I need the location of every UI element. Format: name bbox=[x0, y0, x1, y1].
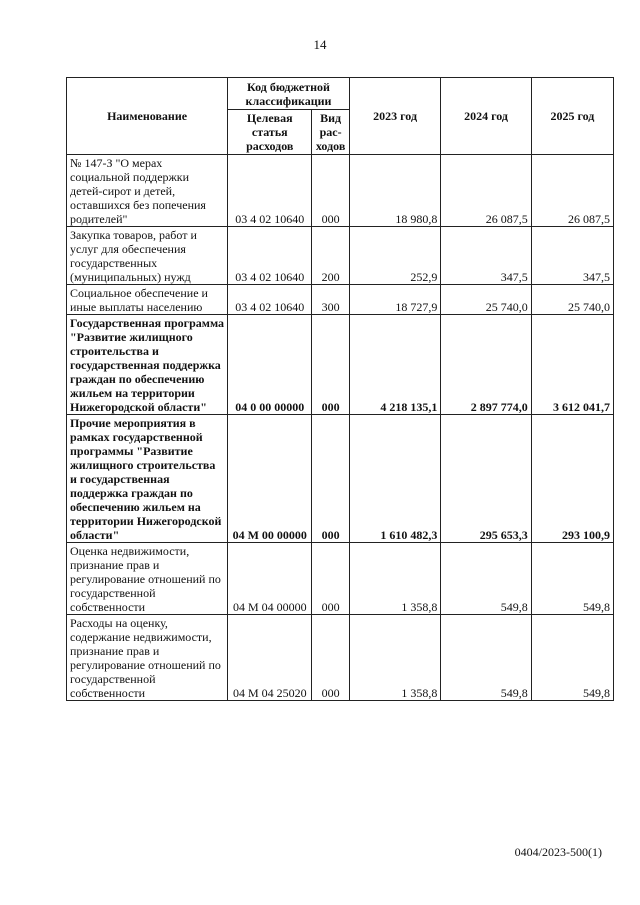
row-value-2024: 549,8 bbox=[441, 543, 531, 615]
header-year-2024: 2024 год bbox=[441, 78, 531, 155]
header-year-2023: 2023 год bbox=[349, 78, 441, 155]
header-target-item: Целевая статья расходов bbox=[228, 110, 312, 155]
table-body bbox=[67, 155, 614, 701]
row-target-item: 04 М 04 00000 bbox=[228, 543, 312, 615]
row-value-2023: 252,9 bbox=[349, 227, 441, 285]
table-row bbox=[67, 227, 614, 285]
page-number: 14 bbox=[313, 37, 327, 52]
budget-table bbox=[66, 77, 614, 701]
row-name: № 147-З "О мерах социальной поддержки детей-сирот и детей, оставшихся без попечения родителей" bbox=[67, 155, 228, 227]
row-name: Расходы на оценку, содержание недвижимости, признание прав и регулирование отношений по государственной собственности bbox=[67, 615, 228, 701]
row-expense-kind: 000 bbox=[312, 615, 349, 701]
row-target-item: 04 М 00 00000 bbox=[228, 415, 312, 543]
table-row bbox=[67, 615, 614, 701]
row-expense-kind: 300 bbox=[312, 285, 349, 315]
row-value-2023: 1 358,8 bbox=[349, 543, 441, 615]
row-value-2025: 549,8 bbox=[531, 615, 613, 701]
row-value-2025: 26 087,5 bbox=[531, 155, 613, 227]
row-target-item: 04 М 04 25020 bbox=[228, 615, 312, 701]
header-expense-kind: Вид рас-ходов bbox=[312, 110, 349, 155]
row-value-2023: 1 610 482,3 bbox=[349, 415, 441, 543]
document-code: 0404/2023-500(1) bbox=[514, 845, 602, 859]
table-header bbox=[67, 78, 614, 155]
row-name: Социальное обеспечение и иные выплаты населению bbox=[67, 285, 228, 315]
row-value-2024: 26 087,5 bbox=[441, 155, 531, 227]
row-value-2025: 3 612 041,7 bbox=[531, 315, 613, 415]
row-expense-kind: 000 bbox=[312, 155, 349, 227]
row-target-item: 03 4 02 10640 bbox=[228, 285, 312, 315]
header-budget-code: Код бюджетной классификации bbox=[228, 78, 350, 110]
row-value-2023: 18 980,8 bbox=[349, 155, 441, 227]
row-expense-kind: 000 bbox=[312, 315, 349, 415]
row-value-2024: 347,5 bbox=[441, 227, 531, 285]
row-target-item: 03 4 02 10640 bbox=[228, 155, 312, 227]
table-row bbox=[67, 543, 614, 615]
row-value-2023: 1 358,8 bbox=[349, 615, 441, 701]
row-name: Оценка недвижимости, признание прав и регулирование отношений по государственной собственности bbox=[67, 543, 228, 615]
row-value-2024: 25 740,0 bbox=[441, 285, 531, 315]
row-value-2024: 295 653,3 bbox=[441, 415, 531, 543]
header-year-2025: 2025 год bbox=[531, 78, 613, 155]
row-value-2024: 549,8 bbox=[441, 615, 531, 701]
row-value-2023: 4 218 135,1 bbox=[349, 315, 441, 415]
table-row bbox=[67, 285, 614, 315]
header-name: Наименование bbox=[67, 78, 228, 155]
table-row bbox=[67, 155, 614, 227]
table-row bbox=[67, 315, 614, 415]
row-value-2025: 25 740,0 bbox=[531, 285, 613, 315]
row-expense-kind: 200 bbox=[312, 227, 349, 285]
row-name: Государственная программа "Развитие жилищного строительства и государственная поддержка граждан по обеспечению жильем на территории Нижегородской области" bbox=[67, 315, 228, 415]
row-value-2025: 347,5 bbox=[531, 227, 613, 285]
row-value-2024: 2 897 774,0 bbox=[441, 315, 531, 415]
row-expense-kind: 000 bbox=[312, 543, 349, 615]
row-value-2025: 293 100,9 bbox=[531, 415, 613, 543]
row-target-item: 04 0 00 00000 bbox=[228, 315, 312, 415]
row-value-2023: 18 727,9 bbox=[349, 285, 441, 315]
row-name: Закупка товаров, работ и услуг для обеспечения государственных (муниципальных) нужд bbox=[67, 227, 228, 285]
row-expense-kind: 000 bbox=[312, 415, 349, 543]
row-value-2025: 549,8 bbox=[531, 543, 613, 615]
row-name: Прочие мероприятия в рамках государственной программы "Развитие жилищного строительства и государственная поддержка граждан по обеспечению жильем на территории Нижегородской области" bbox=[67, 415, 228, 543]
table-row bbox=[67, 415, 614, 543]
row-target-item: 03 4 02 10640 bbox=[228, 227, 312, 285]
